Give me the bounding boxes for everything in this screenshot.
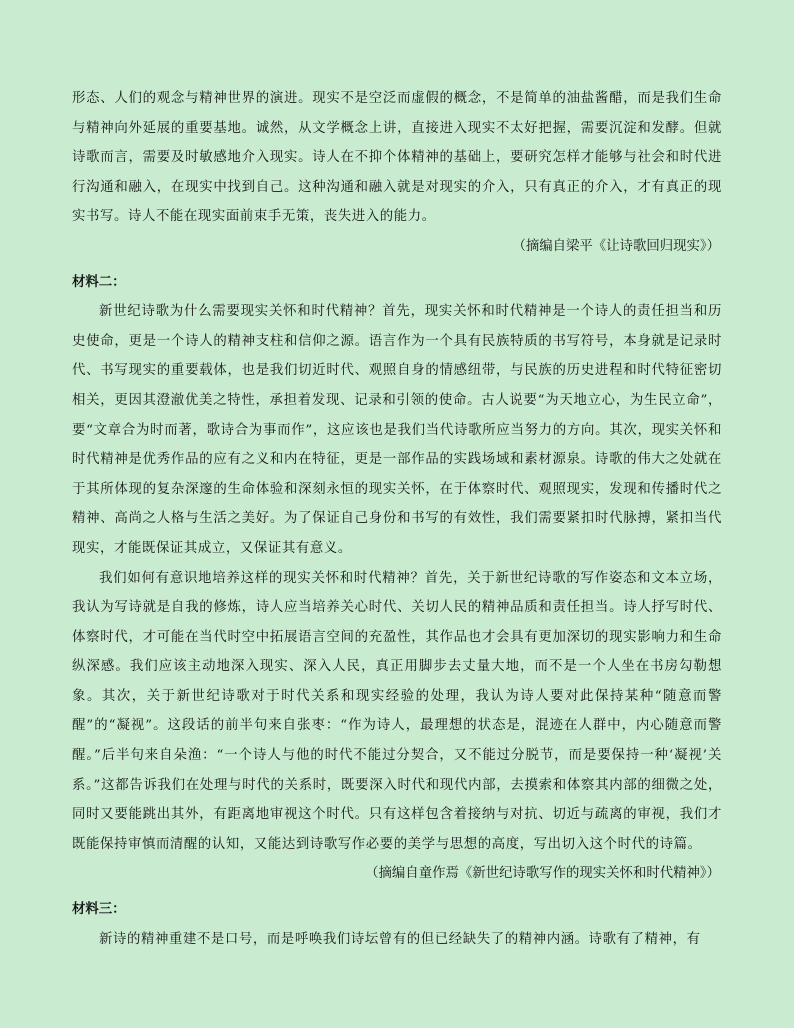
source-citation-one: （摘编自梁平《让诗歌回归现实》）: [512, 238, 720, 254]
document-page: [72, 84, 722, 954]
source-citation-two: （摘编自童作焉《新世纪诗歌写作的现实关怀和时代精神》）: [365, 866, 720, 882]
paragraph-material-two-first: 新世纪诗歌为什么需要现实关怀和时代精神？首先，现实关怀和时代精神是一个诗人的责任担当和历史使命，更是一个诗人的精神支柱和信仰之源。语言作为一个具有民族特质的书写符号，本身就是记录时代、书写现实的重要载体，也是我们切近时代、观照自身的情感纽带，与民族的历史进程和时代特征密切相关，更因其澄澈优美之特性，承担着发现、记录和引领的使命。古人说要“为天地立心，为生民立命”，要“文章合为时而著，歌诗合为事而作”，这应该也是我们当代诗歌所应当努力的方向。其次，现实关怀和时代精神是优秀作品的应有之义和内在特征，更是一部作品的实践场域和素材源泉。诗歌的伟大之处就在于其所体现的复杂深邃的生命体验和深刻永恒的现实关怀，在于体察时代、观照现实，发现和传播时代之精神、高尚之人格与生活之美好。为了保证自己身份和书写的有效性，我们需要紧扣时代脉搏，紧扣当代现实，才能既保证其成立，又保证其有意义。: [72, 304, 722, 556]
paragraph-material-one-end: 形态、人们的观念与精神世界的演进。现实不是空泛而虚假的概念，不是简单的油盐酱醋，而是我们生命与精神向外延展的重要基地。诚然，从文学概念上讲，直接进入现实不太好把握，需要沉淀和发酵。但就诗歌而言，需要及时敏感地介入现实。诗人在不抑个体精神的基础上，要研究怎样才能够与社会和时代进行沟通和融入，在现实中找到自己。这种沟通和融入就是对现实的介入，只有真正的介入，才有真正的现实书写。诗人不能在现实面前束手无策，丧失进入的能力。: [72, 91, 722, 225]
paragraph-material-two-second: 我们如何有意识地培养这样的现实关怀和时代精神？首先，关于新世纪诗歌的写作姿态和文本立场，我认为写诗就是自我的修炼，诗人应当培养关心时代、关切人民的精神品质和责任担当。诗人抒写时代、体察时代，才可能在当代时空中拓展语言空间的充盈性，其作品也才会具有更加深切的现实影响力和生命纵深感。我们应该主动地深入现实、深入人民，真正用脚步去丈量大地，而不是一个人坐在书房勾勒想象。其次，关于新世纪诗歌对于时代关系和现实经验的处理，我认为诗人要对此保持某种“随意而警醒”的“凝视”。这段话的前半句来自张枣：“作为诗人，最理想的状态是，混迹在人群中，内心随意而警醒。”后半句来自朵渔：“一个诗人与他的时代不能过分契合，又不能过分脱节，而是要保持一种‘凝视’关系。”这都告诉我们在处理与时代的关系时，既要深入时代和现代内部，去摸索和体察其内部的细微之处，同时又要能跳出其外，有距离地审视这个时代。只有这样包含着接纳与对抗、切近与疏离的审视，我们才既能保持审慎而清醒的认知，又能达到诗歌写作必要的美学与思想的高度，写出切入这个时代的诗篇。: [72, 570, 722, 852]
heading-material-three: 材料三：: [72, 902, 126, 918]
heading-material-two: 材料二：: [72, 274, 126, 290]
paragraph-material-three-first: 新诗的精神重建不是口号，而是呼唤我们诗坛曾有的但已经缺失了的精神内涵。诗歌有了精神，有: [99, 931, 701, 947]
